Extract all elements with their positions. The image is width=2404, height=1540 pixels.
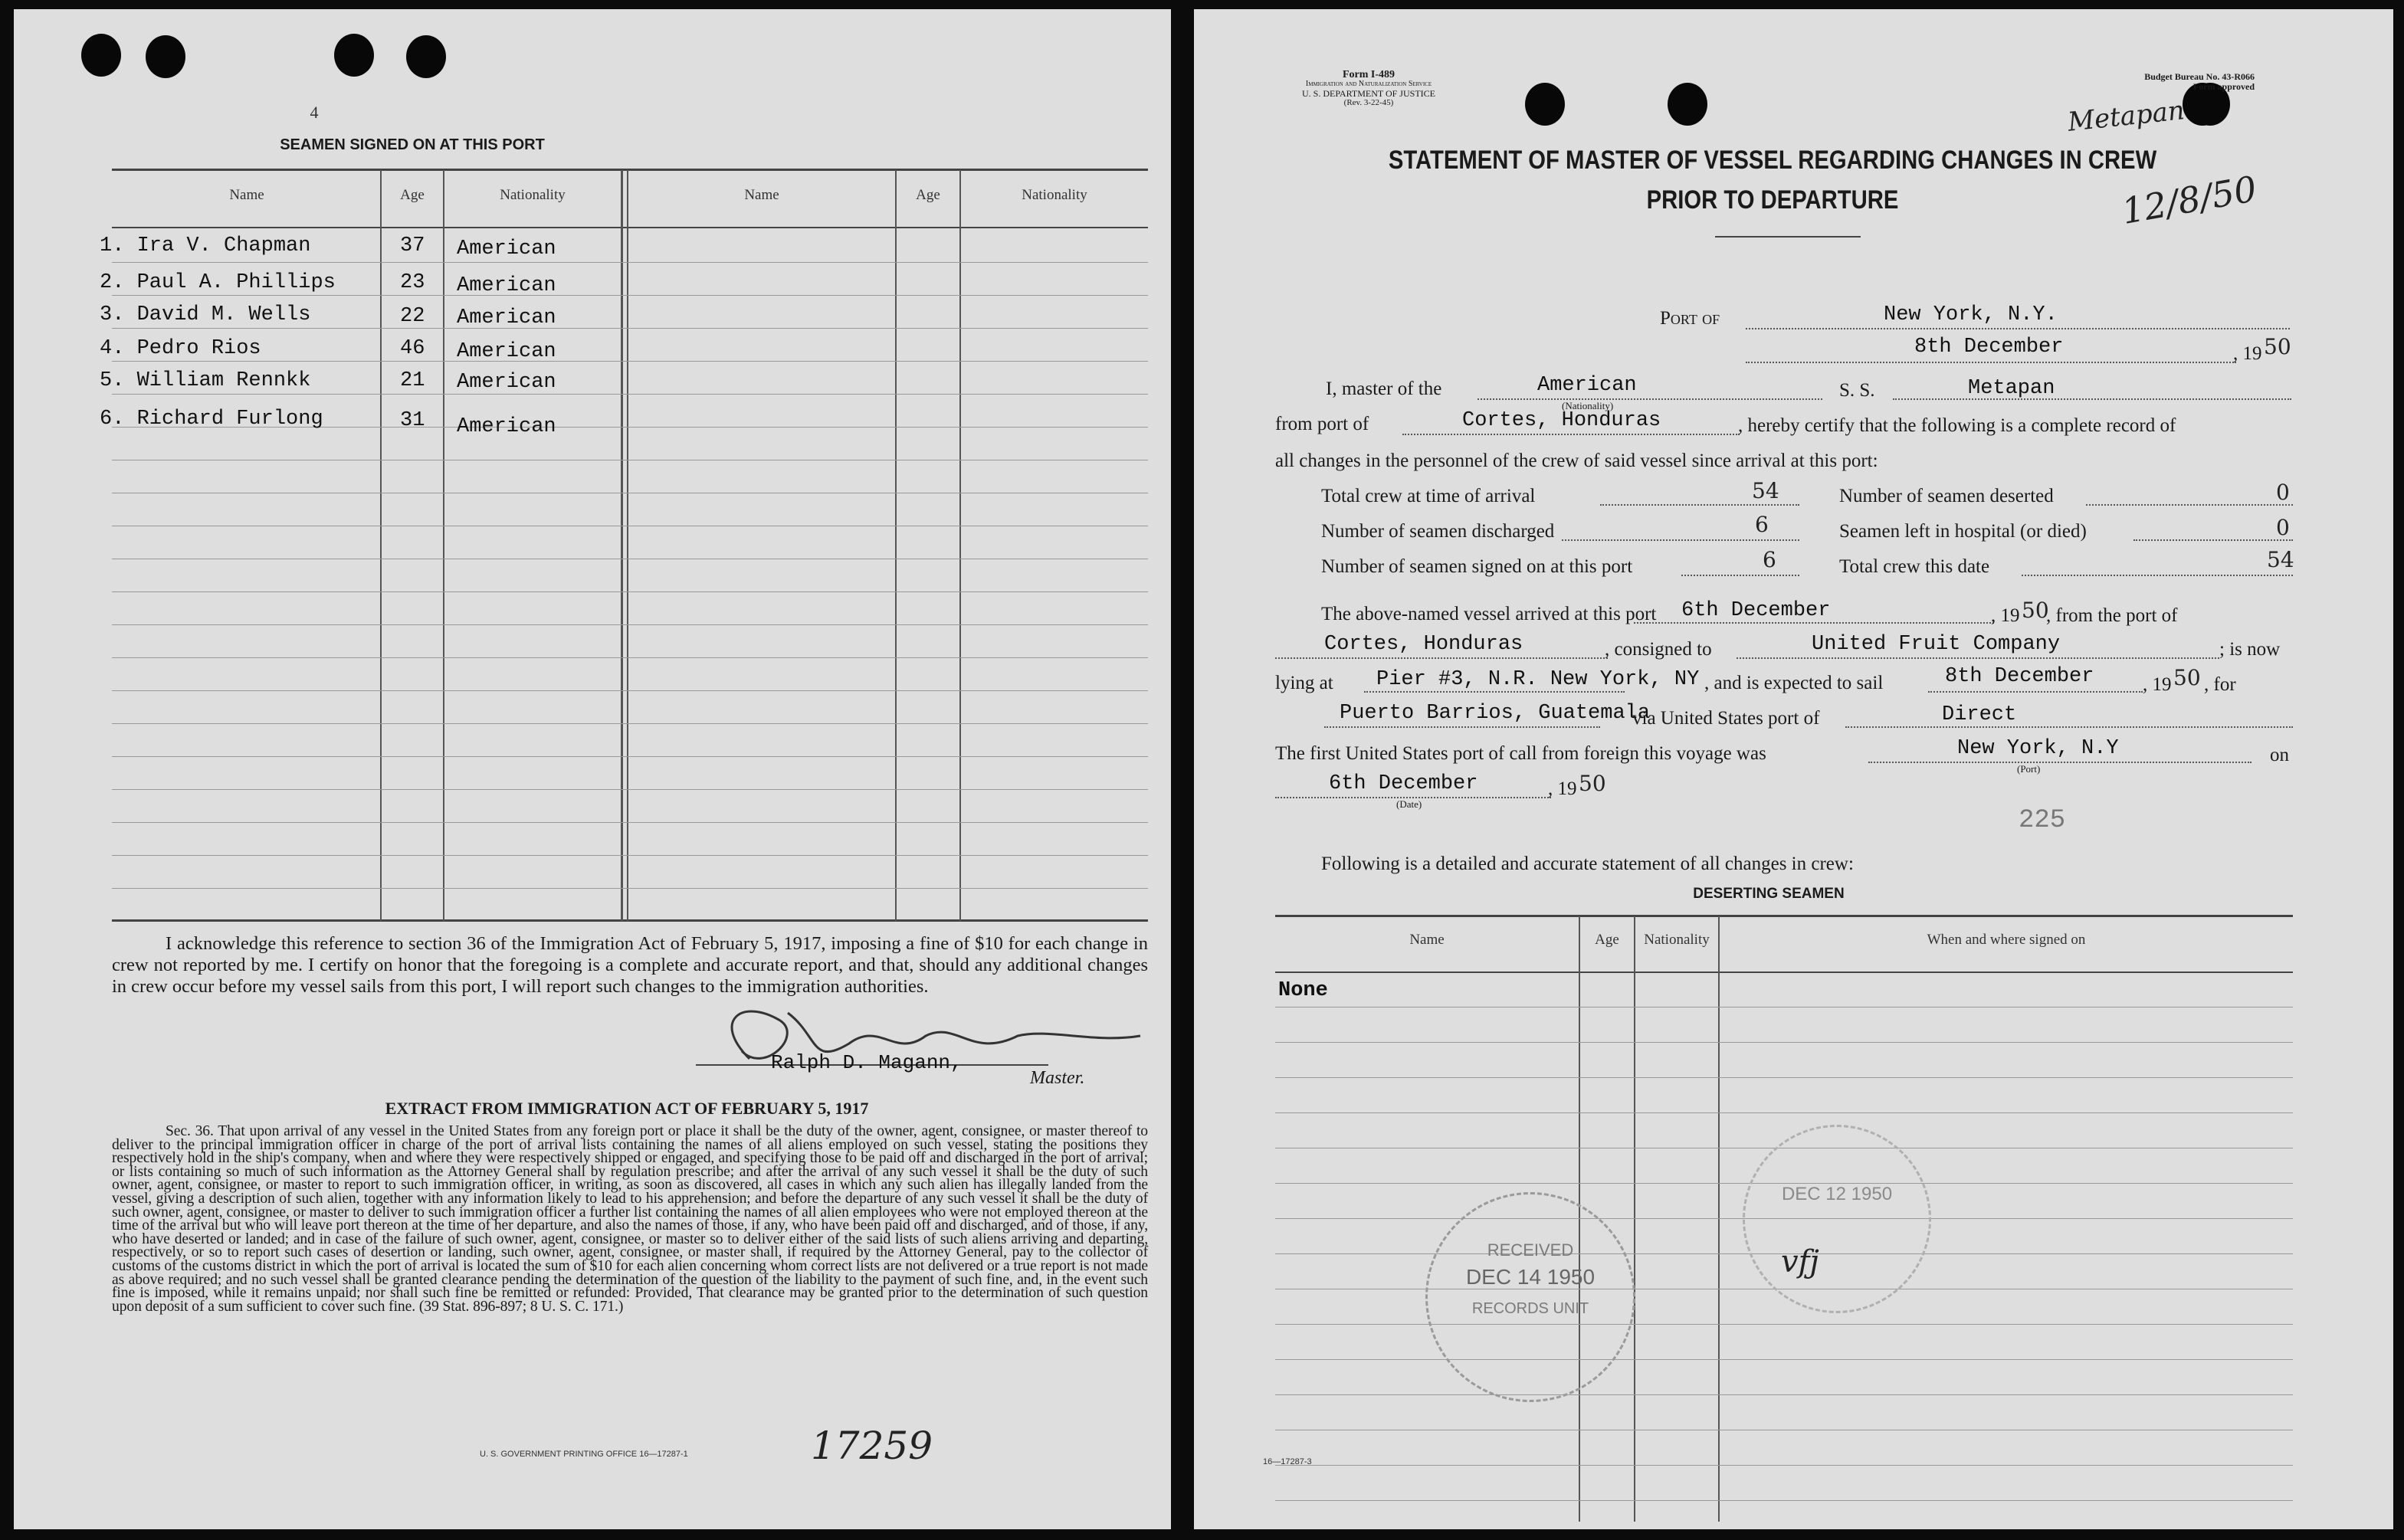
date-value: 8th December: [1914, 336, 2064, 359]
stamp-records-text: RECORDS UNIT: [1471, 1300, 1589, 1317]
is-now: ; is now: [2219, 639, 2281, 660]
seaman-nationality: American: [457, 238, 556, 260]
first-port-value: New York, N.Y: [1957, 737, 2119, 760]
header-name: Name: [229, 187, 264, 203]
seaman-name: William Rennkk: [136, 369, 311, 392]
origin-port: Cortes, Honduras: [1324, 633, 1523, 656]
form-approved: Form approved: [2192, 81, 2255, 92]
extract-text: Sec. 36. That upon arrival of any vessel in the United States from any foreign port or place it shall be the duty of the owner, agent, consignee, or master thereof to deliver to the principal immigration officer in charge of the port of arrival lists containing the names of all aliens employed on such vessel, stating the positions they respectively hold in the ship's company, when and where they were respectively shipped or engaged, and specifying those to be paid off and discharged in the port of arrival; or lists containing so much of such information as the Attorney General shall by regulation prescribe; and after the arrival of any such vessel it shall be the duty of such owner, agent, consignee, or master to report to such immigration officer, in writing, as soon as discovered, all cases in which any such alien has illegally landed from the vessel, giving a description of such alien, together with any information likely to lead to his apprehension; and before the departure of any such vessel it shall be the duty of such owner, agent, consignee, or master to deliver to such immigration officer a further list containing the names of all alien employees who were not employed thereon at the time of the arrival but who will leave port thereon at the time of her departure, and also the names of those, if any, who have been paid off and discharged, and of those, if any, who have deserted or landed; and in case of the failure of such owner, agent, consignee, or master so to deliver either of the said lists of such aliens arriving and departing, respectively, or so to report such cases of desertion or landing, such owner, agent, consignee, or master shall, if required by the Attorney General, pay to the collector of customs of the customs district in which the port of arrival is located the sum of $10 for each alien concerning whom correct lists are not delivered or a true report is not made as above required; and no such vessel shall be granted clearance pending the determination of the question of the liability to the payment of such fine, and, in the event such fine is imposed, while it remains unpaid; nor shall such fine be remitted or refunded: Provided, That clearance may be granted prior to the determination of such question upon deposit of a sum sufficient to cover such fine. (39 Stat. 896-897; 8 U. S. C. 171.): [112, 1123, 1148, 1315]
arrived-year: 50: [2022, 598, 2049, 623]
row-rule: [1275, 1394, 2293, 1395]
lying-label: lying at: [1275, 673, 1333, 693]
seaman-name: David M. Wells: [136, 303, 311, 326]
stat-value: 54: [1752, 478, 1779, 503]
row-rule: [112, 789, 1148, 790]
fill-line: [1634, 622, 1994, 624]
form-header-block: [1254, 70, 1484, 107]
stat-value: 6: [1755, 512, 1769, 537]
row-rule: [1275, 1324, 2293, 1325]
initials: vfj: [1781, 1244, 1819, 1280]
deserting-title: DESERTING SEAMEN: [1693, 886, 1845, 902]
sail-year: 50: [2173, 665, 2201, 690]
row-rule: [112, 295, 1148, 296]
punch-hole: [406, 35, 446, 78]
seaman-nationality: American: [457, 371, 556, 394]
fill-line: [1275, 657, 1608, 659]
seamen-signed-title: SEAMEN SIGNED ON AT THIS PORT: [280, 136, 545, 153]
stat-value: 0: [2276, 480, 2290, 505]
fill-line: [1746, 328, 2290, 329]
stamp2-date: DEC 12 1950: [1781, 1184, 1893, 1204]
stat-label: Total crew at time of arrival: [1321, 486, 1536, 506]
arrived-date: 6th December: [1681, 599, 1831, 622]
consignee: United Fruit Company: [1812, 633, 2061, 656]
first-port-label: The first United States port of call from foreign this voyage was: [1275, 743, 1766, 764]
left-page: [14, 9, 1171, 1529]
budget-bureau: Budget Bureau No. 43-R066: [2144, 71, 2255, 82]
from-port-value: Cortes, Honduras: [1462, 409, 1661, 432]
stat-value: 0: [2276, 515, 2290, 540]
row-number: 3.: [100, 303, 125, 326]
via-value: Direct: [1942, 703, 2017, 726]
right-page: [1194, 9, 2393, 1529]
header-nationality-2: Nationality: [1022, 187, 1087, 203]
fill-line: [1746, 362, 2236, 363]
agency-line1: Immigration and Naturalization Service: [1305, 80, 1432, 88]
title-underline: [1715, 236, 1861, 238]
revision: (Rev. 3-22-45): [1343, 98, 1394, 107]
table-row: [100, 234, 310, 257]
master-of-label: I, master of the: [1326, 378, 1442, 399]
punch-hole: [1668, 83, 1707, 126]
row-rule: [1275, 1007, 2293, 1008]
fill-line: [1364, 691, 1625, 693]
seaman-name: Richard Furlong: [136, 408, 323, 431]
seaman-nationality: American: [457, 306, 556, 329]
row-rule: [112, 624, 1148, 625]
seaman-age: 22: [400, 305, 425, 328]
form-title-line1: STATEMENT OF MASTER OF VESSEL REGARDING CHANGES IN CREW: [1388, 146, 2157, 175]
row-rule: [1275, 1042, 2293, 1043]
col-divider: [895, 170, 897, 921]
fill-line: [1737, 657, 2219, 659]
row-rule: [112, 394, 1148, 395]
extract-title: EXTRACT FROM IMMIGRATION ACT OF FEBRUARY 5, 1917: [385, 1099, 869, 1118]
punch-hole: [81, 34, 121, 77]
handwritten-date: 12/8/50: [2118, 168, 2260, 232]
fill-line: [1893, 398, 2291, 400]
deserting-header-age: Age: [1595, 932, 1619, 948]
arrived-year-prefix: , 19: [1991, 605, 2020, 626]
signature-scribble: [696, 990, 1156, 1089]
fill-line: [1845, 726, 2293, 728]
fill-line: [1868, 762, 2251, 763]
seaman-age: 37: [400, 234, 425, 257]
seaman-age: 46: [400, 337, 425, 360]
date-year: 50: [2264, 334, 2291, 359]
row-rule: [112, 756, 1148, 757]
row-rule: [112, 361, 1148, 362]
stamp-number: 225: [2019, 806, 2066, 835]
fill-line: [1600, 504, 1799, 506]
printer-note: U. S. GOVERNMENT PRINTING OFFICE 16—17287-1: [480, 1450, 688, 1459]
punch-hole: [146, 35, 185, 78]
second-stamp: [1743, 1125, 1931, 1313]
arrived-label: The above-named vessel arrived at this port: [1321, 604, 1657, 624]
ss-label: S. S.: [1839, 380, 1875, 401]
row-number: 2.: [100, 271, 125, 294]
form-footer: 16—17287-3: [1263, 1457, 1312, 1466]
date-caption: (Date): [1396, 798, 1422, 810]
row-rule: [112, 855, 1148, 856]
stat-label: Total crew this date: [1839, 556, 1990, 577]
fill-line: [1477, 398, 1822, 400]
sail-year-prefix: , 19: [2143, 674, 2172, 695]
seaman-name: Pedro Rios: [136, 337, 261, 360]
row-number: 4.: [100, 337, 125, 360]
col-divider: [380, 170, 382, 921]
seaman-nationality: American: [457, 274, 556, 297]
table-row: [100, 271, 336, 294]
signature-role: Master.: [1030, 1068, 1085, 1088]
deserting-header-nationality: Nationality: [1644, 932, 1710, 948]
destination: Puerto Barrios, Guatemala: [1340, 702, 1651, 725]
first-date: 6th December: [1329, 772, 1478, 795]
table-header-rule: [112, 227, 1148, 228]
seaman-nationality: American: [457, 415, 556, 438]
row-rule: [1275, 1077, 2293, 1078]
punch-hole: [334, 34, 374, 77]
ship-name: Metapan: [1968, 377, 2055, 400]
budget-block: [2055, 72, 2255, 92]
port-caption: (Port): [2017, 763, 2041, 775]
signature-name: Ralph D. Magann,: [771, 1051, 963, 1074]
fill-line: [2133, 539, 2293, 541]
fill-line: [2086, 504, 2293, 506]
stamp-received-date: DEC 14 1950: [1465, 1265, 1596, 1289]
seaman-age: 31: [400, 409, 425, 432]
fill-line: [1928, 691, 2143, 693]
stat-value: 6: [1763, 547, 1776, 572]
handwritten-ship: Metapan: [2066, 95, 2186, 138]
first-year: 50: [1579, 771, 1606, 796]
from-the-port: , from the port of: [2046, 605, 2178, 626]
seaman-name: Paul A. Phillips: [136, 271, 336, 294]
table-row: [100, 408, 323, 431]
on-label: on: [2270, 745, 2289, 765]
seaman-age: 21: [400, 369, 425, 392]
fill-line: [1324, 726, 1600, 728]
agency-line2: U. S. DEPARTMENT OF JUSTICE: [1302, 88, 1435, 99]
row-rule: [112, 690, 1148, 691]
first-year-prefix: , 19: [1548, 778, 1577, 799]
for-label: , for: [2204, 674, 2236, 695]
col-divider: [443, 170, 444, 921]
acknowledgment-text: I acknowledge this reference to section 36 of the Immigration Act of February 5, 1917, imposing a fine of $10 for each change in crew not reported by me. I certify on honor that the foregoing is a complete and accurate report, and that, should any additional changes in crew occur before my vessel sails from this port, I will report such changes to the immigration authorities.: [112, 933, 1148, 997]
form-id: Form I-489: [1342, 69, 1396, 80]
deserting-table-header-rule: [1275, 972, 2293, 973]
deserting-header-name: Name: [1409, 932, 1445, 948]
header-nationality: Nationality: [500, 187, 566, 203]
consigned-label: , consigned to: [1605, 639, 1712, 660]
form-title-line2: PRIOR TO DEPARTURE: [1646, 185, 1899, 215]
row-rule: [1275, 1112, 2293, 1113]
table-row: [100, 337, 261, 360]
lying-value: Pier #3, N.R. New York, NY: [1376, 668, 1700, 691]
col-divider: [959, 170, 961, 921]
received-stamp: [1425, 1192, 1635, 1402]
nationality-caption: (Nationality): [1562, 400, 1614, 411]
fill-line: [1562, 539, 1799, 541]
row-rule: [112, 328, 1148, 329]
seaman-nationality: American: [457, 340, 556, 363]
row-rule: [112, 591, 1148, 592]
table-bottom-rule: [112, 919, 1148, 922]
from-port-label: from port of: [1275, 414, 1369, 434]
date-year-prefix: , 19: [2233, 343, 2262, 364]
table-top-rule: [112, 169, 1148, 171]
row-rule: [112, 657, 1148, 658]
header-age-2: Age: [916, 187, 940, 203]
handwritten-number: 17259: [811, 1424, 933, 1468]
expected-label: , and is expected to sail: [1704, 673, 1884, 693]
header-age: Age: [400, 187, 425, 203]
stat-label: Seamen left in hospital (or died): [1839, 521, 2087, 542]
row-rule: [1275, 1359, 2293, 1360]
col-divider: [621, 170, 623, 921]
port-value: New York, N.Y.: [1884, 303, 2058, 326]
row-number: 1.: [100, 234, 125, 257]
row-number: 5.: [100, 369, 125, 392]
fill-line: [1681, 575, 1799, 576]
header-name-2: Name: [744, 187, 779, 203]
deserting-table-top: [1275, 915, 2293, 917]
row-rule: [1275, 1465, 2293, 1466]
stat-label: Number of seamen deserted: [1839, 486, 2054, 506]
row-rule: [1275, 1500, 2293, 1501]
following-text: Following is a detailed and accurate statement of all changes in crew:: [1321, 854, 1854, 874]
row-number: 6.: [100, 408, 125, 431]
seaman-age: 23: [400, 271, 425, 294]
via-label: via United States port of: [1632, 708, 1820, 729]
seaman-name: Ira V. Chapman: [136, 234, 311, 257]
certify-text2: all changes in the personnel of the crew of said vessel since arrival at this port:: [1275, 451, 1878, 471]
table-row: [100, 303, 310, 326]
page-number: 4: [310, 103, 319, 122]
stat-value: 54: [2267, 547, 2294, 572]
port-label: Port of: [1660, 308, 1720, 329]
stamp-received-text: RECEIVED: [1487, 1240, 1574, 1260]
stat-label: Number of seamen discharged: [1321, 521, 1555, 542]
deserting-header-when-where: When and where signed on: [1927, 932, 2086, 948]
row-rule: [112, 723, 1148, 724]
deserting-entry: None: [1278, 979, 1328, 1002]
certify-text: , hereby certify that the following is a complete record of: [1738, 415, 2176, 436]
row-rule: [112, 888, 1148, 889]
nationality-value: American: [1537, 374, 1637, 397]
row-rule: [112, 262, 1148, 263]
col-divider: [627, 170, 628, 921]
row-rule: [112, 822, 1148, 823]
sail-date: 8th December: [1945, 665, 2094, 688]
fill-line: [1402, 434, 1740, 435]
table-row: [100, 369, 310, 392]
punch-hole: [1525, 83, 1565, 126]
fill-line: [2022, 575, 2293, 576]
stat-label: Number of seamen signed on at this port: [1321, 556, 1633, 577]
